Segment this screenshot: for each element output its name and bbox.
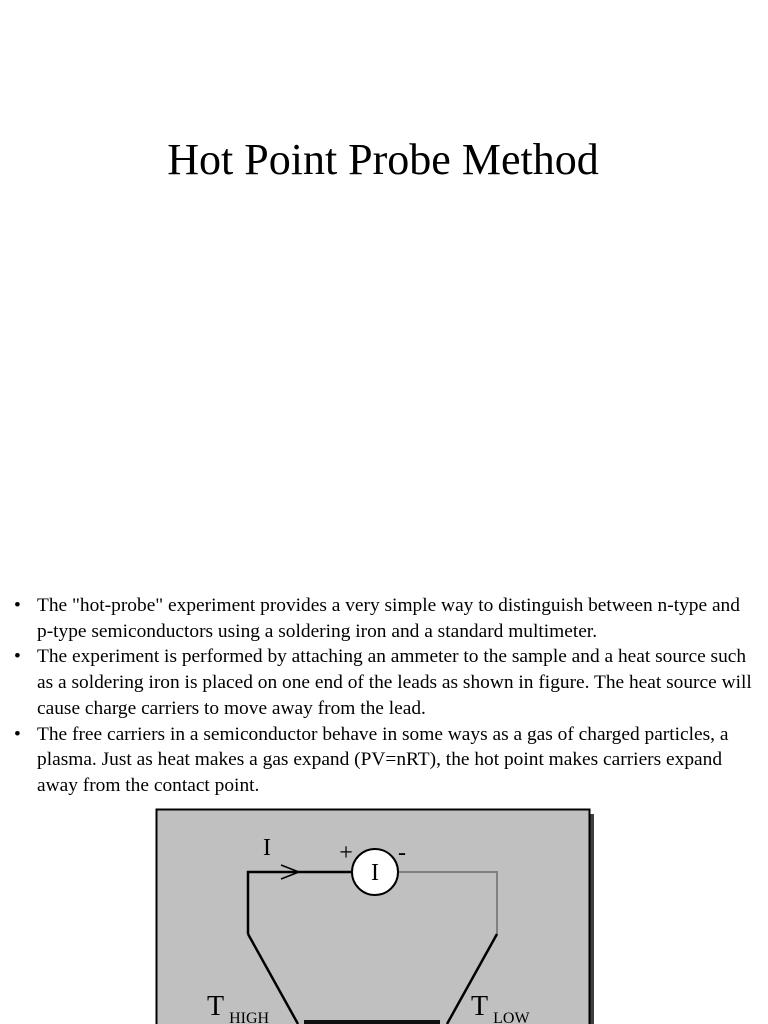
t-high-subscript: HIGH xyxy=(229,1010,270,1024)
plus-sign: + xyxy=(339,840,353,866)
circuit-diagram xyxy=(155,808,594,1024)
t-high-symbol: T xyxy=(207,991,225,1022)
bullet-dot: • xyxy=(14,723,21,745)
minus-sign: - xyxy=(398,840,406,866)
current-label: I xyxy=(263,835,271,861)
t-low-subscript: LOW xyxy=(493,1010,530,1024)
t-low-symbol: T xyxy=(471,991,489,1022)
hot-probe-figure xyxy=(155,808,594,1024)
bullet-text: The experiment is performed by attaching an ammeter to the sample and a heat source such as a soldering iron is placed on one end of the leads as shown in figure. The heat source will cause charge carriers to move away from the lead. xyxy=(37,646,752,719)
bullet-item xyxy=(14,644,754,721)
bullet-item xyxy=(14,593,754,644)
bullet-dot: • xyxy=(14,595,21,616)
bullet-text: The free carriers in a semiconductor behave in some ways as a gas of charged particles, a plasma. Just as heat makes a gas expand (PV=nRT), the hot point makes carriers expand away from the contact point. xyxy=(37,723,729,796)
bullet-text: The "hot-probe" experiment provides a very simple way to distinguish between n-type and p-type semiconductors using a soldering iron and a standard multimeter. xyxy=(37,595,740,642)
bullet-item xyxy=(14,722,754,799)
bullet-list xyxy=(14,593,754,799)
bullet-dot: • xyxy=(14,646,21,668)
ammeter-label: I xyxy=(371,860,379,886)
slide-title: Hot Point Probe Method xyxy=(167,135,599,184)
semiconductor-sample xyxy=(304,1020,440,1024)
